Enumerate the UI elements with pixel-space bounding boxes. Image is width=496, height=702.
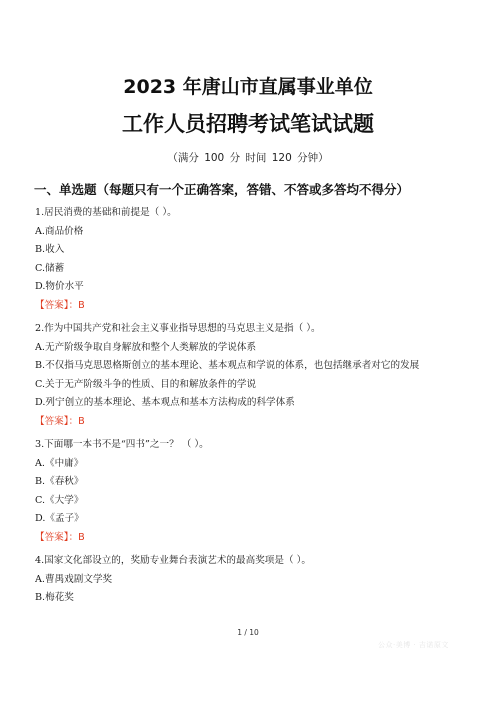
question-stem: 4.国家文化部设立的，奖励专业舞台表演艺术的最高奖项是（ ）。: [35, 555, 312, 566]
option-a: A.无产阶级争取自身解放和整个人类解放的学说体系: [35, 341, 257, 353]
option-a: A.《中庸》: [35, 457, 84, 469]
title-line-2: 工作人员招聘考试笔试试题: [122, 112, 374, 136]
option-c: C.关于无产阶级斗争的性质、目的和解放条件的学说: [35, 378, 257, 390]
option-b: B.收入: [35, 244, 65, 255]
question-list: [35, 204, 475, 608]
option-b: B.《春秋》: [35, 476, 84, 487]
option-d: D.列宁创立的基本理论、基本观点和基本方法构成的科学体系: [35, 397, 295, 408]
option-d: D.《孟子》: [35, 513, 84, 524]
question-item: [35, 320, 475, 431]
answer-label: 【答案】：B: [35, 415, 85, 427]
section-heading: 一、单选题（每题只有一个正确答案，答错、不答或多答均不得分）: [34, 182, 410, 197]
question-item: [35, 552, 475, 608]
option-b: B.不仅指马克思恩格斯创立的基本理论、基本观点和学说的体系，也包括继承者对它的发展: [35, 360, 420, 371]
question-item: [35, 204, 475, 315]
title-line-1: 2023 年唐山市直属事业单位: [123, 76, 373, 98]
option-c: C.储蓄: [35, 262, 65, 274]
question-stem: 2.作为中国共产党和社会主义事业指导思想的马克思主义是指（ ）。: [35, 323, 321, 334]
option-d: D.物价水平: [35, 281, 84, 292]
option-c: C.《大学》: [35, 494, 84, 506]
answer-label: 【答案】：B: [35, 531, 85, 543]
answer-label: 【答案】：B: [35, 299, 85, 311]
exam-info-subtitle: （满分 100 分 时间 120 分钟）: [167, 152, 329, 164]
option-b: B.梅花奖: [35, 592, 74, 603]
question-stem: 3.下面哪一本书不是“四书”之一？ （ ）。: [35, 439, 209, 450]
option-a: A.曹禺戏剧文学奖: [35, 573, 113, 585]
question-stem: 1.居民消费的基础和前提是（ ）。: [35, 207, 177, 218]
page-number: 1 / 10: [237, 628, 259, 637]
watermark: 公众·美博 · 吉诺原文: [378, 641, 449, 649]
question-item: [35, 436, 475, 547]
option-a: A.商品价格: [35, 225, 84, 237]
